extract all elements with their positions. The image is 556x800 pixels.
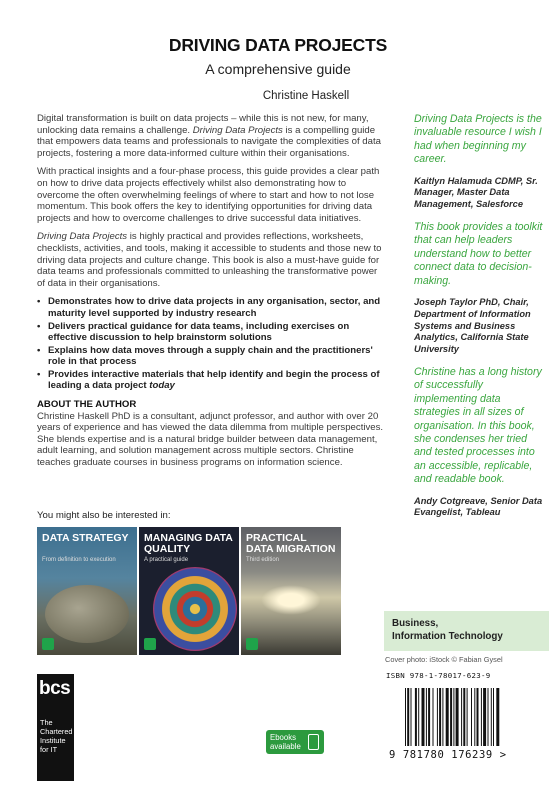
cover-image: [261, 585, 321, 615]
feature-item: • Explains how data moves through a supply chain and the practitioners' role in that process: [37, 345, 387, 368]
barcode-bar: [407, 688, 409, 746]
feature-item: • Provides interactive materials that help identify and begin the process of leading a data project today: [37, 369, 387, 392]
barcode-bar: [496, 688, 499, 746]
barcode-bar: [437, 688, 438, 746]
book-title: DRIVING DATA PROJECTS: [168, 35, 388, 55]
barcode-bar: [467, 688, 468, 746]
book-name-italic: Driving Data Projects: [192, 124, 283, 136]
barcode-bar: [418, 688, 419, 746]
cover-image: [153, 567, 237, 651]
isbn-text: ISBN 978-1-78017-623-9: [386, 671, 491, 680]
endorsements: [414, 113, 546, 529]
related-book-title: DATA STRATEGY: [42, 532, 129, 544]
intro-paragraph-1: Digital transformation is built on data projects – while this is not new, for many, unlocking data remains a challenge. Driving Data Projects is a compelling guide that empowers data teams and professionals to navigate the complexities of data projects, fostering a more data-informed culture within their organisations.: [37, 113, 381, 159]
barcode-bar: [483, 688, 486, 746]
barcode-bar: [471, 688, 472, 746]
book-name-italic: Driving Data Projects: [37, 231, 128, 243]
barcode-bar: [474, 688, 475, 746]
barcode-bar: [405, 688, 406, 746]
category-line: Information Technology: [392, 631, 503, 642]
related-book-subtitle: Third edition: [246, 557, 280, 563]
ebook-device-icon: [308, 734, 319, 750]
book-author: Christine Haskell: [262, 90, 350, 102]
related-heading: You might also be interested in:: [37, 510, 171, 521]
category-box: [384, 611, 549, 651]
related-book-data-strategy: [37, 527, 137, 655]
bcs-tagline: The Chartered Institute for IT: [40, 718, 73, 754]
related-book-title: MANAGING DATA QUALITY: [144, 532, 233, 555]
related-book-practical-data-migration: [241, 527, 341, 655]
barcode-bar: [477, 688, 479, 746]
ebooks-available-badge: Ebooks available: [266, 730, 324, 754]
barcode-bar: [428, 688, 430, 746]
barcode-bar: [415, 688, 417, 746]
barcode-bar: [442, 688, 443, 746]
barcode-bar: [446, 688, 449, 746]
about-text: Christine Haskell PhD is a consultant, adjunct professor, and author with over 20 years of experience and has viewed the data dilemma from multiple perspectives. She blends expertise and is a natural bridge builder between data management, adult learning, and solution management across multiple sectors. Christine teaches graduate courses in business programs on information science.: [37, 410, 384, 469]
cover-photo-credit: Cover photo: iStock © Fabian Gysel: [385, 655, 503, 664]
barcode-bar: [422, 688, 425, 746]
bcs-mini-logo: [144, 638, 156, 650]
feature-item: • Delivers practical guidance for data teams, including exercises on effective discussion to help brainstorm solutions: [37, 321, 387, 344]
bcs-mini-logo: [246, 638, 258, 650]
endorsement-attribution: Kaitlyn Halamuda CDMP, Sr. Manager, Master Data Management, Salesforce: [414, 175, 538, 210]
intro-paragraph-2: With practical insights and a four-phase process, this guide provides a clear path on how to drive data projects effectively whilst also demonstrating how to overcome the often overwhelming feelings of where to start and how to not lose momentum. This book offers the key to identifying opportunities for driving data projects and how to overcome challenges to drive successful data initiatives.: [37, 166, 380, 224]
barcode-bar: [411, 688, 412, 746]
barcode-bar: [461, 688, 462, 746]
barcode-bar: [450, 688, 452, 746]
barcode-bar: [491, 688, 492, 746]
bcs-logo: [37, 674, 74, 781]
barcode-bar: [456, 688, 459, 746]
feature-list: [37, 296, 387, 392]
endorsement-quote: Driving Data Projects is the invaluable resource I wish I had when beginning my career.: [414, 113, 542, 166]
related-book-title: PRACTICAL DATA MIGRATION: [246, 532, 336, 555]
barcode-bar: [481, 688, 482, 746]
book-subtitle: A comprehensive guide: [205, 61, 351, 77]
related-book-subtitle: From definition to execution: [42, 557, 116, 563]
feature-item: • Demonstrates how to drive data projects in any organisation, sector, and maturity level supported by industry research: [37, 296, 387, 319]
description: [37, 113, 387, 469]
barcode-bar: [426, 688, 427, 746]
header: [0, 34, 556, 104]
barcode-bar: [433, 688, 434, 746]
endorsement-quote: Christine has a long history of successfully implementing data strategies in all sizes of organisation. In this book, she condenses her tried and tested processes into an accessible, replicable, and readable book.: [414, 366, 542, 486]
bcs-mini-logo: [42, 638, 54, 650]
endorsement-attribution: Andy Cotgreave, Senior Data Evangelist, Tableau: [414, 495, 543, 518]
barcode-bar: [488, 688, 489, 746]
related-book-subtitle: A practical guide: [144, 557, 189, 563]
barcode-bars: [405, 688, 535, 756]
category-line: Business,: [392, 618, 439, 629]
barcode-bar: [439, 688, 441, 746]
bcs-wordmark: bcs: [39, 678, 71, 699]
barcode: [383, 666, 549, 772]
barcode-bar: [493, 688, 494, 746]
cover-image: [45, 585, 129, 643]
related-book-managing-data-quality: [139, 527, 239, 655]
intro-paragraph-3: Driving Data Projects is highly practical and provides reflections, worksheets, checklists, activities, and tools, making it accessible to students and those new to driving data projects and culture change. This book is also a must-have guide for data teams and professionals committed to unleashing the transformative power of data in their organisations.: [37, 231, 382, 289]
barcode-bar: [453, 688, 454, 746]
barcode-bar: [463, 688, 465, 746]
endorsement-quote: This book provides a toolkit that can help leaders understand how to better connect data to decision-making.: [414, 221, 543, 287]
barcode-number: 9 781780 176239 >: [389, 749, 507, 761]
endorsement-attribution: Joseph Taylor PhD, Chair, Department of Information Systems and Business Analytics, California State University: [414, 297, 531, 355]
about-heading: ABOUT THE AUTHOR: [37, 399, 137, 411]
